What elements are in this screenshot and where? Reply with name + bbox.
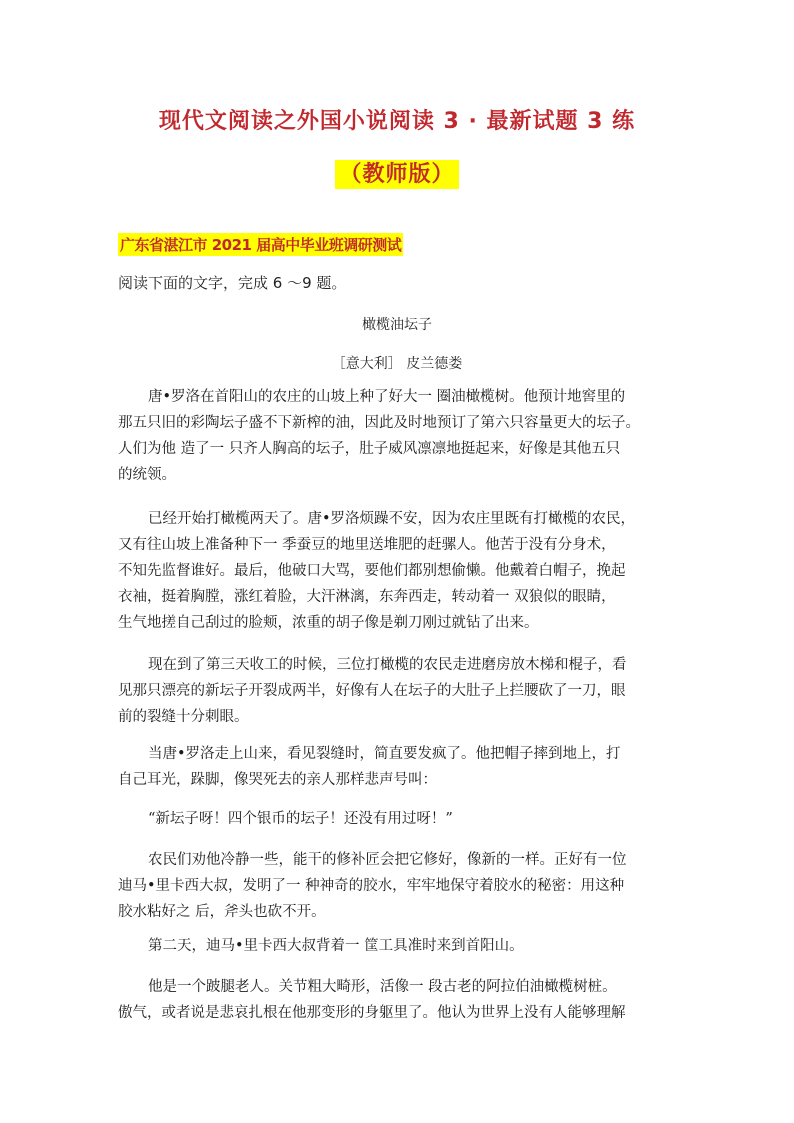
paragraph-line: 又有往山坡上准备种下一 季蚕豆的地里送堆肥的赶骡人。他苦于没有分身术， [118, 537, 616, 553]
paragraph-7 [118, 933, 678, 959]
paragraph-5 [118, 806, 678, 832]
paragraph-line: 不知先监督谁好。最后，他破口大骂，要他们都别想偷懒。他戴着白帽子，挽起 [118, 563, 626, 579]
paragraph-3 [118, 652, 678, 730]
paragraph-line: 已经开始打橄榄两天了。唐•罗洛烦躁不安，因为农庄里既有打橄榄的农民， [148, 511, 636, 527]
paragraph-line: 的统领。 [118, 467, 176, 483]
paragraph-line: 衣袖，挺着胸膛，涨红着脸，大汗淋漓，东奔西走，转动着一 双狼似的眼睛， [118, 589, 616, 605]
paragraph-line: 前的裂缝十分刺眼。 [118, 709, 249, 725]
story-title: 橄榄油坛子 [362, 317, 432, 333]
paragraph-line: 当唐•罗洛走上山来，看见裂缝时，简直要发疯了。他把帽子摔到地上，打 [148, 746, 621, 762]
paragraph-line: 自己耳光，跺脚，像哭死去的亲人那样悲声号叫： [118, 772, 437, 788]
paragraph-line: 生气地搓自己刮过的脸颊，浓重的胡子像是剃刀刚过就钻了出来。 [118, 615, 539, 631]
instruction-text: 阅读下面的文字，完成 6 ～9 题。 [118, 274, 347, 292]
paragraph-line: 现在到了第三天收工的时候，三位打橄榄的农民走进磨房放木梯和棍子，看 [148, 657, 627, 673]
source-label: 广东省湛江市 2021 届高中毕业班调研测试 [118, 233, 403, 256]
paragraph-4 [118, 741, 678, 793]
paragraph-6 [118, 847, 678, 925]
paragraph-line: 见那只漂亮的新坛子开裂成两半，好像有人在坛子的大肚子上拦腰砍了一刀，眼 [118, 683, 626, 699]
paragraph-line: 傲气，或者说是悲哀扎根在他那变形的身躯里了。他认为世界上没有人能够理解 [118, 1005, 626, 1021]
paragraph-line: “新坛子呀！四个银币的坛子！还没有用过呀！” [148, 811, 453, 827]
subtitle-highlight: （教师版） [335, 160, 458, 189]
paragraph-line: 农民们劝他冷静一些，能干的修补匠会把它修好，像新的一样。正好有一位 [148, 852, 627, 868]
paragraph-line: 那五只旧的彩陶坛子盛不下新榨的油，因此及时地预订了第六只容量更大的坛子。 [118, 415, 640, 431]
paragraph-2 [118, 506, 678, 636]
paragraph-8 [118, 974, 678, 1026]
paragraph-line: 他是一个跛腿老人。关节粗大畸形，活像一 段古老的阿拉伯油橄榄树桩。 [148, 979, 617, 995]
document-subtitle [0, 157, 794, 188]
paragraph-line: 第二天，迪马•里卡西大叔背着一 筐工具准时来到首阳山。 [148, 938, 524, 954]
paragraph-line: 人们为他 造了一 只齐人胸高的坛子，肚子威风凛凛地挺起来，好像是其他五只 [118, 441, 621, 457]
paragraph-1 [118, 384, 678, 488]
story-author: ［意大利］ 皮兰德娄 [331, 356, 463, 372]
paragraph-line: 胶水粘好之 后，斧头也砍不开。 [118, 904, 326, 920]
paragraph-line: 唐•罗洛在首阳山的农庄的山坡上种了好大一 圈油橄榄树。他预计地窖里的 [148, 389, 626, 405]
document-title: 现代文阅读之外国小说阅读 3 · 最新试题 3 练 [158, 109, 636, 134]
paragraph-line: 迪马•里卡西大叔，发明了一 种神奇的胶水，牢牢地保守着胶水的秘密：用这种 [118, 878, 625, 894]
